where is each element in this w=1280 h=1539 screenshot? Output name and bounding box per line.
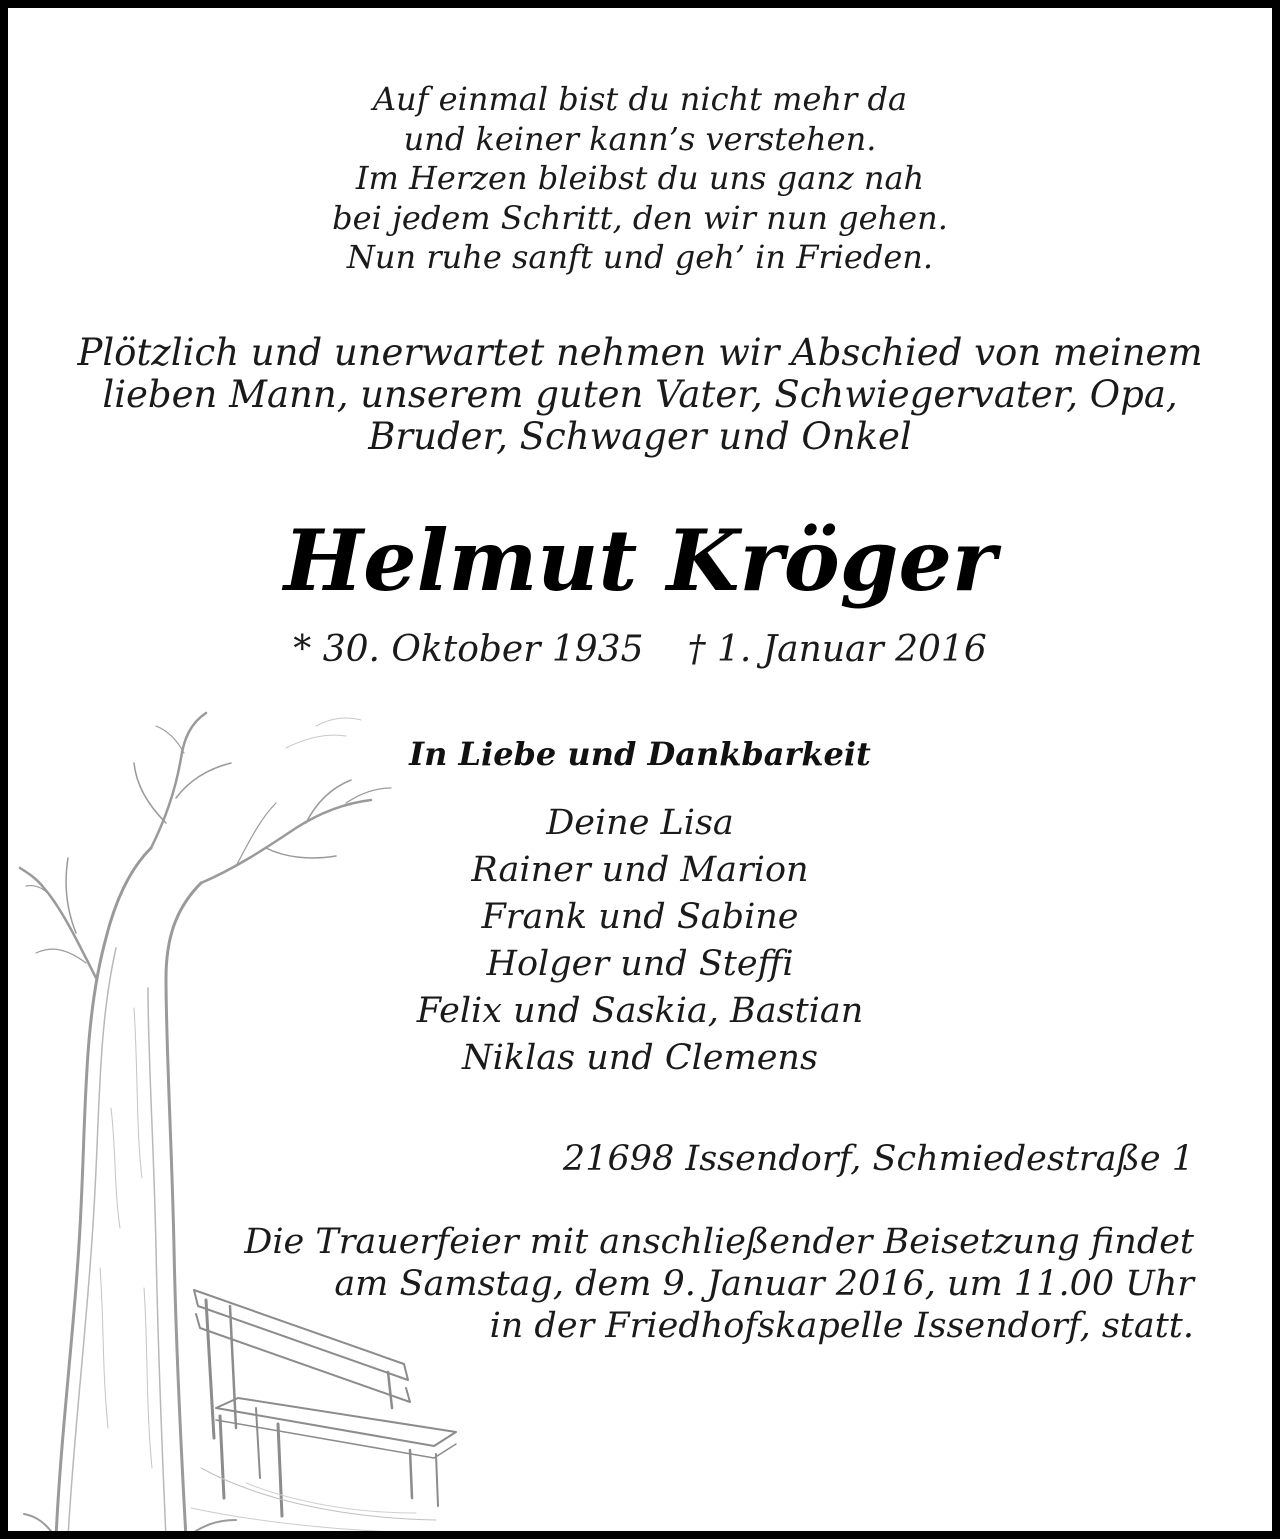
poem-line: Im Herzen bleibst du uns ganz nah xyxy=(355,159,925,197)
life-dates xyxy=(8,626,1272,674)
family-member: Felix und Saskia, Bastian xyxy=(416,991,864,1031)
intro-text xyxy=(8,332,1272,458)
family-member: Deine Lisa xyxy=(546,803,734,843)
family-member: Niklas und Clemens xyxy=(462,1038,818,1078)
death-date: † 1. Januar 2016 xyxy=(687,629,987,670)
thanks-heading: In Liebe und Dankbarkeit xyxy=(409,735,871,773)
poem-line: Auf einmal bist du nicht mehr da xyxy=(372,80,908,118)
poem-line: Nun ruhe sanft und geh’ in Frieden. xyxy=(346,238,934,276)
funeral-line: in der Friedhofskapelle Issendorf, statt. xyxy=(489,1306,1194,1346)
intro-line: Bruder, Schwager und Onkel xyxy=(368,415,912,458)
funeral-info xyxy=(244,1221,1194,1347)
poem-line: und keiner kann’s verstehen. xyxy=(403,119,877,158)
family-member: Rainer und Marion xyxy=(471,850,809,890)
deceased-name: Helmut Kröger xyxy=(283,511,997,610)
address: 21698 Issendorf, Schmiedestraße 1 xyxy=(562,1139,1194,1179)
intro-line: Plötzlich und unerwartet nehmen wir Abschied von meinem xyxy=(77,331,1203,374)
funeral-line: Die Trauerfeier mit anschließender Beisetzung findet xyxy=(244,1222,1194,1262)
birth-date: * 30. Oktober 1935 xyxy=(293,629,644,670)
funeral-line: am Samstag, dem 9. Januar 2016, um 11.00 Uhr xyxy=(334,1264,1194,1304)
family-member: Frank und Sabine xyxy=(481,897,799,937)
intro-line: lieben Mann, unserem guten Vater, Schwiegervater, Opa, xyxy=(102,373,1178,416)
family-member: Holger und Steffi xyxy=(486,944,794,984)
poem-line: bei jedem Schritt, den wir nun gehen. xyxy=(332,198,948,237)
poem xyxy=(8,80,1272,278)
family-list xyxy=(8,800,1272,1082)
